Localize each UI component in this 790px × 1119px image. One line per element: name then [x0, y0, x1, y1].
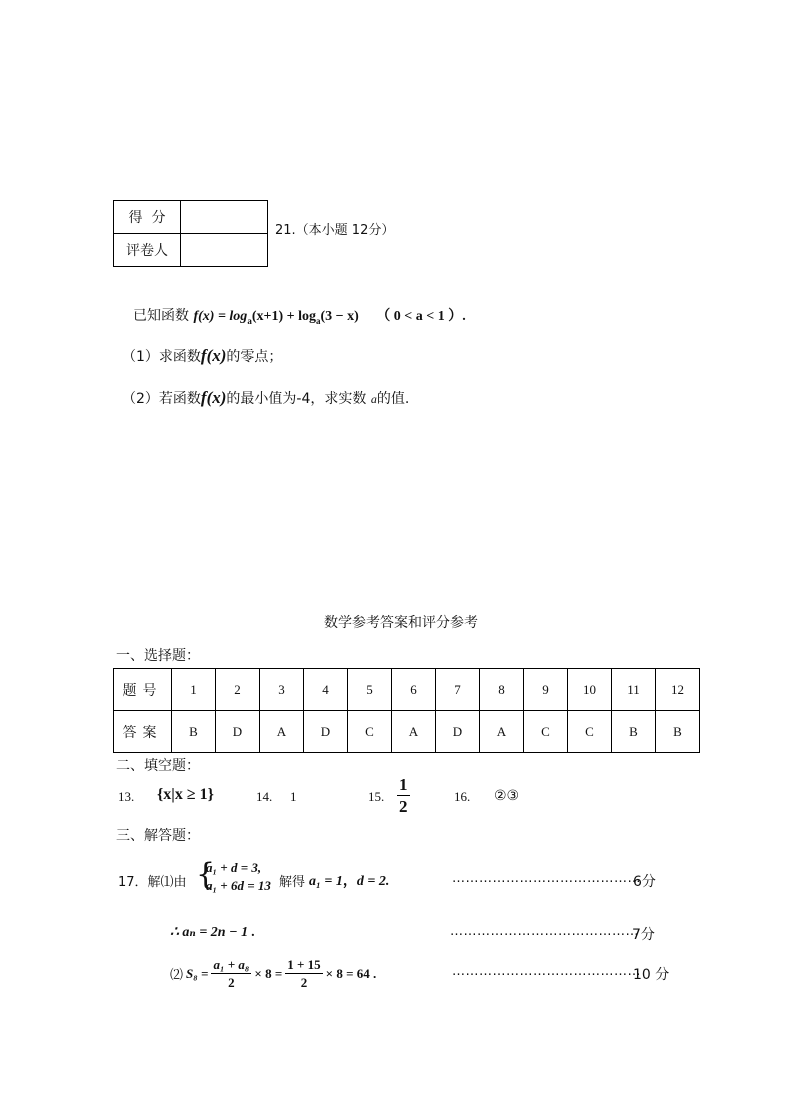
q17-dots-1: ……………………………………: [452, 871, 641, 886]
fill-15-number: 15.: [368, 789, 385, 804]
condition: （ 0 < a < 1 ）.: [376, 309, 466, 324]
q17-dots-3: ……………………………………: [452, 964, 641, 979]
answer-table: [113, 668, 700, 753]
q17-dots-2: ……………………………………: [450, 924, 639, 939]
fill-14-number: 14.: [256, 789, 273, 804]
intro-text: 已知函数: [133, 308, 189, 324]
question-number-cell: 10: [568, 669, 612, 711]
answer-cell: B: [612, 711, 656, 753]
question-number-cell: 3: [260, 669, 304, 711]
grader-label: 评卷人: [114, 234, 181, 267]
answer-cell: C: [348, 711, 392, 753]
question-number-cell: 12: [656, 669, 700, 711]
question-number-cell: 5: [348, 669, 392, 711]
header-answer: 答案: [114, 711, 172, 753]
fill-16-answer: ②③: [494, 788, 520, 804]
question-number-cell: 7: [436, 669, 480, 711]
section-choice: 一、选择题：: [116, 648, 200, 664]
function-expression: $f(x) = \log_a(x+1) + \log_a(3 - x)$: [193, 309, 359, 326]
score-label: 得 分: [114, 201, 181, 234]
question-number-cell: 11: [612, 669, 656, 711]
fill-14-answer: 1: [290, 789, 297, 804]
fill-15-answer: $\frac{1}{2}$: [399, 775, 408, 816]
question-number-cell: 6: [392, 669, 436, 711]
answer-cell: A: [392, 711, 436, 753]
answer-cell: C: [524, 711, 568, 753]
question-21-part1: （1）求函数f(x)的零点；: [122, 346, 283, 365]
question-21-statement: [133, 305, 466, 326]
answer-cell: B: [656, 711, 700, 753]
q17-result: a₁ = 1，d = 2.: [309, 874, 390, 889]
q17-score-3: 10 分: [633, 967, 670, 983]
question-21-header: 21.（本小题 12分）: [275, 223, 395, 238]
answer-cell: D: [216, 711, 260, 753]
q17-score-2: 7分: [632, 927, 655, 943]
q17-label: 17．解⑴由: [118, 875, 187, 890]
q17-solve-word: 解得: [279, 875, 306, 890]
answer-cell: A: [260, 711, 304, 753]
answer-cell: C: [568, 711, 612, 753]
score-value: [181, 201, 268, 234]
fill-13-answer: {x|x ≥ 1}: [157, 786, 214, 803]
q17-score-1: 6分: [633, 874, 656, 890]
q17-sum: ⑵ S₈ = $\frac{\text{a₁ + a₈}}{2}$ × 8 = $\frac{1 + 15}{2}$ × 8 = 64 .: [170, 957, 377, 990]
section-solution: 三、解答题：: [116, 828, 200, 844]
brace-icon: {: [196, 857, 216, 892]
section-fill: 二、填空题：: [116, 758, 200, 774]
question-number-cell: 4: [304, 669, 348, 711]
fill-13-number: 13.: [118, 789, 135, 804]
answer-cell: A: [480, 711, 524, 753]
q17-system: a₁ + d = 3, a₁ + 6d = 13: [206, 860, 271, 893]
grader-value: [181, 234, 268, 267]
q17-general-term: ∴ aₙ = 2n − 1 .: [170, 925, 256, 940]
fill-16-number: 16.: [454, 789, 471, 804]
answer-cell: D: [304, 711, 348, 753]
answer-cell: D: [436, 711, 480, 753]
question-21-part2: （2）若函数f(x)的最小值为-4，求实数 a的值.: [122, 388, 410, 407]
answer-cell: B: [172, 711, 216, 753]
question-number-cell: 9: [524, 669, 568, 711]
header-question-number: 题号: [114, 669, 172, 711]
answers-title: 数学参考答案和评分参考: [324, 615, 478, 631]
question-number-cell: 8: [480, 669, 524, 711]
score-box: [113, 200, 268, 267]
question-number-cell: 2: [216, 669, 260, 711]
question-number-cell: 1: [172, 669, 216, 711]
